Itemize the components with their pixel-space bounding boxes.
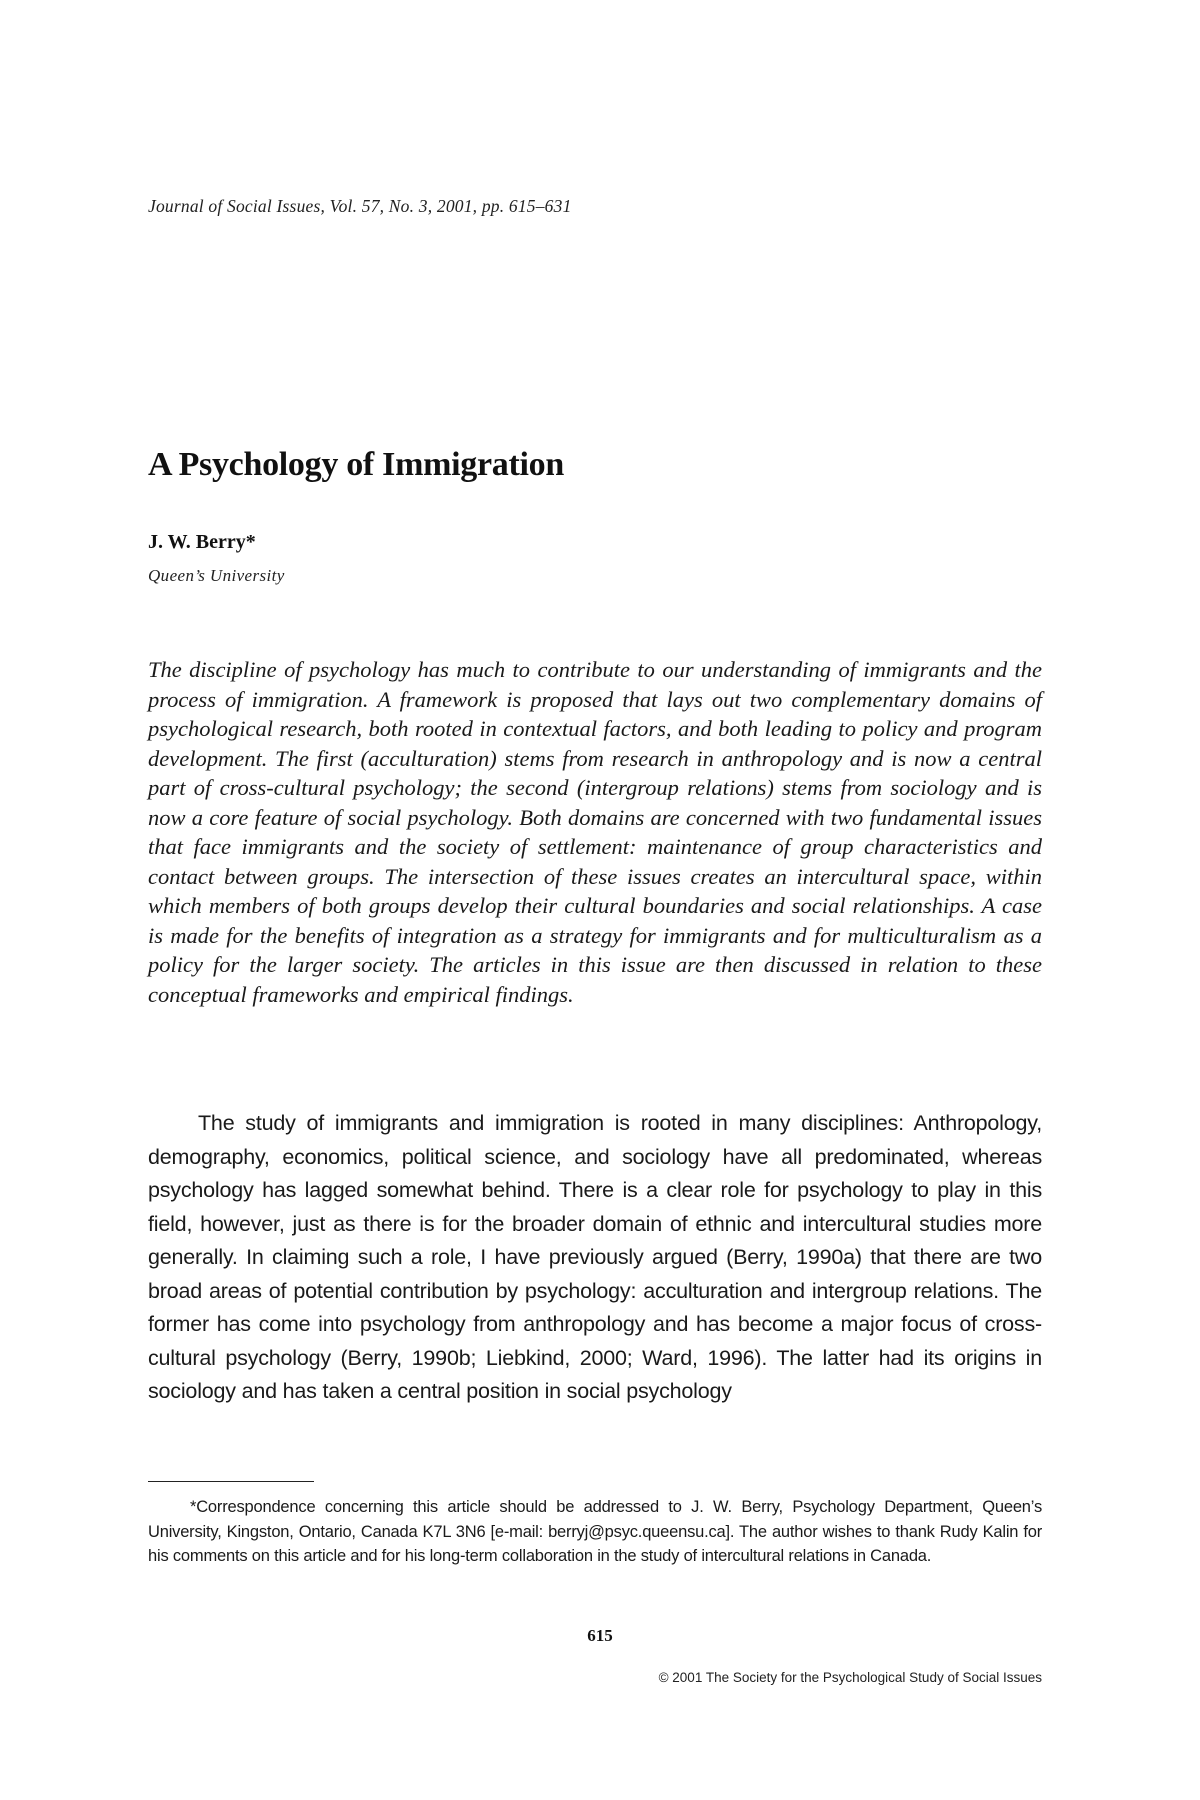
correspondence-footnote: *Correspondence concerning this article should be addressed to J. W. Berry, Psychology Department, Queen’s University, Kingston, Ontario, Canada K7L 3N6 [e-mail: berryj@psyc.queensu.ca]. The author wishes to thank Rudy Kalin for his comments on this article and for his long-term collaboration in the study of intercultural relations in Canada. bbox=[148, 1498, 1042, 1565]
abstract: The discipline of psychology has much to contribute to our understanding of immigrants and the process of immigration. A framework is proposed that lays out two complementary domains of psychological research, both rooted in contextual factors, and both leading to policy and program development. The first (acculturation) stems from research in anthropology and is now a central part of cross-cultural psychology; the second (intergroup relations) stems from sociology and is now a core feature of social psychology. Both domains are concerned with two fundamental issues that face immigrants and the society of settlement: maintenance of group characteristics and contact between groups. The intersection of these issues creates an intercultural space, within which members of both groups develop their cultural boundaries and social relationships. A case is made for the benefits of integration as a strategy for immigrants and for multiculturalism as a policy for the larger society. The articles in this issue are then discussed in relation to these conceptual frameworks and empirical findings. bbox=[148, 657, 1042, 1007]
article-title: A Psychology of Immigration bbox=[148, 446, 564, 483]
journal-citation: Journal of Social Issues, Vol. 57, No. 3, 2001, pp. 615–631 bbox=[148, 196, 572, 216]
page-number: 615 bbox=[587, 1626, 613, 1645]
copyright-notice: © 2001 The Society for the Psychological Study of Social Issues bbox=[658, 1670, 1042, 1685]
footnote-divider bbox=[148, 1481, 314, 1482]
author-name: J. W. Berry* bbox=[148, 531, 256, 553]
body-paragraph: The study of immigrants and immigration is rooted in many disciplines: Anthropology, demography, economics, political science, and sociology have all predominated, whereas psychology has lagged somewhat behind. There is a clear role for psychology to play in this field, however, just as there is for the broader domain of ethnic and intercultural studies more generally. In claiming such a role, I have previously argued (Berry, 1990a) that there are two broad areas of potential contribution by psychology: acculturation and intergroup relations. The former has come into psychology from anthropology and has become a major focus of cross-cultural psychology (Berry, 1990b; Liebkind, 2000; Ward, 1996). The latter had its origins in sociology and has taken a central position in social psychology bbox=[148, 1111, 1042, 1403]
author-affiliation: Queen’s University bbox=[148, 566, 285, 585]
